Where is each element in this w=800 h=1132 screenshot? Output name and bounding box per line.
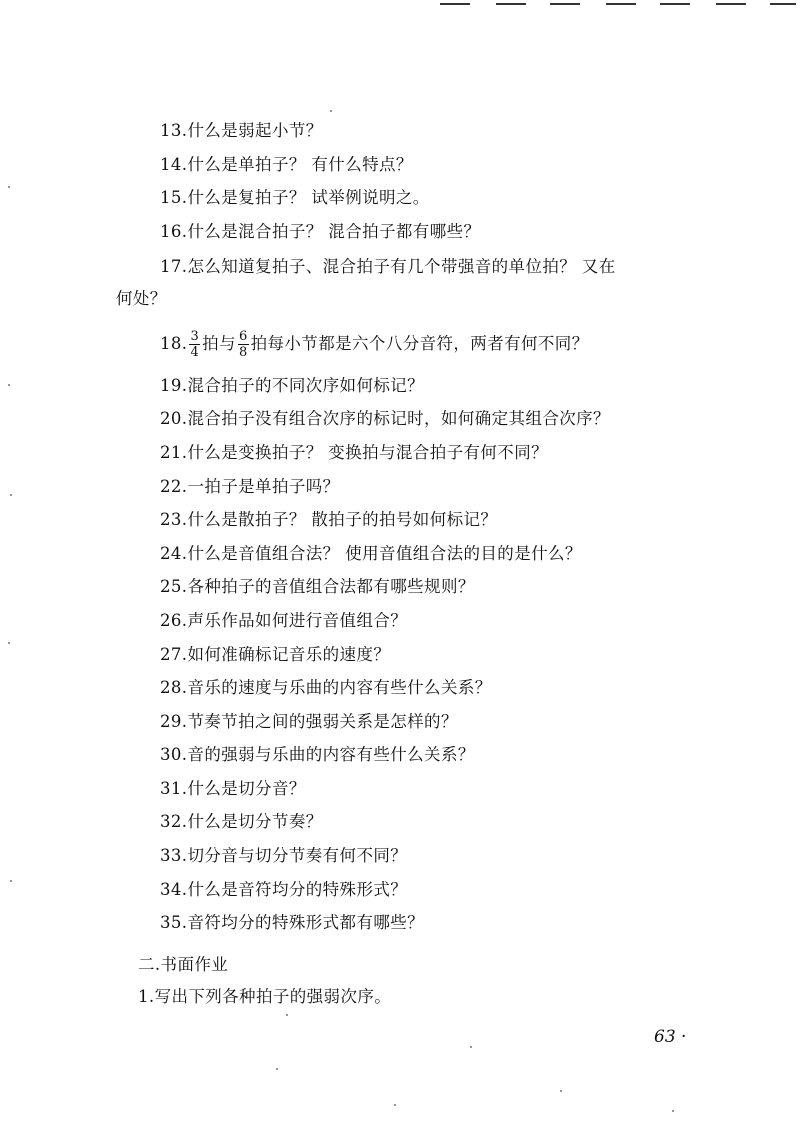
top-rule <box>606 3 636 5</box>
fraction-six-eight: $\frac{6}{8}$ <box>238 329 248 360</box>
scan-speck <box>560 1090 562 1092</box>
scan-speck <box>672 1110 674 1112</box>
question-24: 24.什么是音值组合法？ 使用音值组合法的目的是什么？ <box>160 544 582 563</box>
question-20: 20.混合拍子没有组合次序的标记时，如何确定其组合次序？ <box>160 409 610 428</box>
question-28: 28.音乐的速度与乐曲的内容有些什么关系？ <box>160 678 492 697</box>
question-18: 18. $\frac{3}{4}$ 拍与 $\frac{6}{8}$ 拍每小节都是六个八分音符，两者有何不同？ <box>160 329 589 360</box>
question-33: 33.切分音与切分节奏有何不同？ <box>160 846 408 865</box>
question-31: 31.什么是切分音？ <box>160 779 306 798</box>
scan-speck <box>8 642 10 644</box>
scan-speck <box>470 1046 472 1048</box>
question-34: 34.什么是音符均分的特殊形式？ <box>160 880 408 899</box>
question-29: 29.节奏节拍之间的强弱关系是怎样的？ <box>160 712 458 731</box>
question-17-continuation: 何处？ <box>116 289 167 308</box>
question-23: 23.什么是散拍子？ 散拍子的拍号如何标记？ <box>160 510 498 529</box>
fraction-three-four: $\frac{3}{4}$ <box>190 329 200 360</box>
question-35: 35.音符均分的特殊形式都有哪些？ <box>160 913 425 932</box>
scan-speck <box>394 1104 396 1106</box>
scan-speck <box>8 186 10 188</box>
question-32: 32.什么是切分节奏？ <box>160 812 323 831</box>
scan-speck <box>276 1068 278 1070</box>
question-26: 26.声乐作品如何进行音值组合？ <box>160 611 408 630</box>
top-rule <box>660 3 690 5</box>
top-rule <box>440 3 470 5</box>
question-27: 27.如何准确标记音乐的速度？ <box>160 645 391 664</box>
question-14: 14.什么是单拍子？ 有什么特点？ <box>160 155 413 174</box>
question-15: 15.什么是复拍子？ 试举例说明之。 <box>160 188 430 207</box>
scan-speck <box>330 110 332 112</box>
question-17: 17.怎么知道复拍子、混合拍子有几个带强音的单位拍？ 又在 <box>160 257 616 276</box>
top-rule <box>716 3 746 5</box>
question-22: 22.一拍子是单拍子吗？ <box>160 477 340 496</box>
question-21: 21.什么是变换拍子？ 变换拍与混合拍子有何不同？ <box>160 443 548 462</box>
top-rule <box>550 3 580 5</box>
question-16: 16.什么是混合拍子？ 混合拍子都有哪些？ <box>160 222 481 241</box>
scan-speck <box>8 384 10 386</box>
question-30: 30.音的强弱与乐曲的内容有些什么关系？ <box>160 745 475 764</box>
top-rule <box>770 3 796 5</box>
scan-speck <box>10 494 12 496</box>
top-edge-rules <box>440 0 800 10</box>
scan-speck <box>286 1014 288 1016</box>
assignment-1: 1.写出下列各种拍子的强弱次序。 <box>138 987 392 1006</box>
question-25: 25.各种拍子的音值组合法都有哪些规则？ <box>160 577 475 596</box>
top-rule <box>496 3 526 5</box>
section-heading-written-homework: 二.书面作业 <box>138 955 229 974</box>
question-19: 19.混合拍子的不同次序如何标记？ <box>160 376 425 395</box>
scan-speck <box>10 880 12 882</box>
page-number: 63 · <box>654 1027 687 1047</box>
question-13: 13.什么是弱起小节？ <box>160 121 323 140</box>
